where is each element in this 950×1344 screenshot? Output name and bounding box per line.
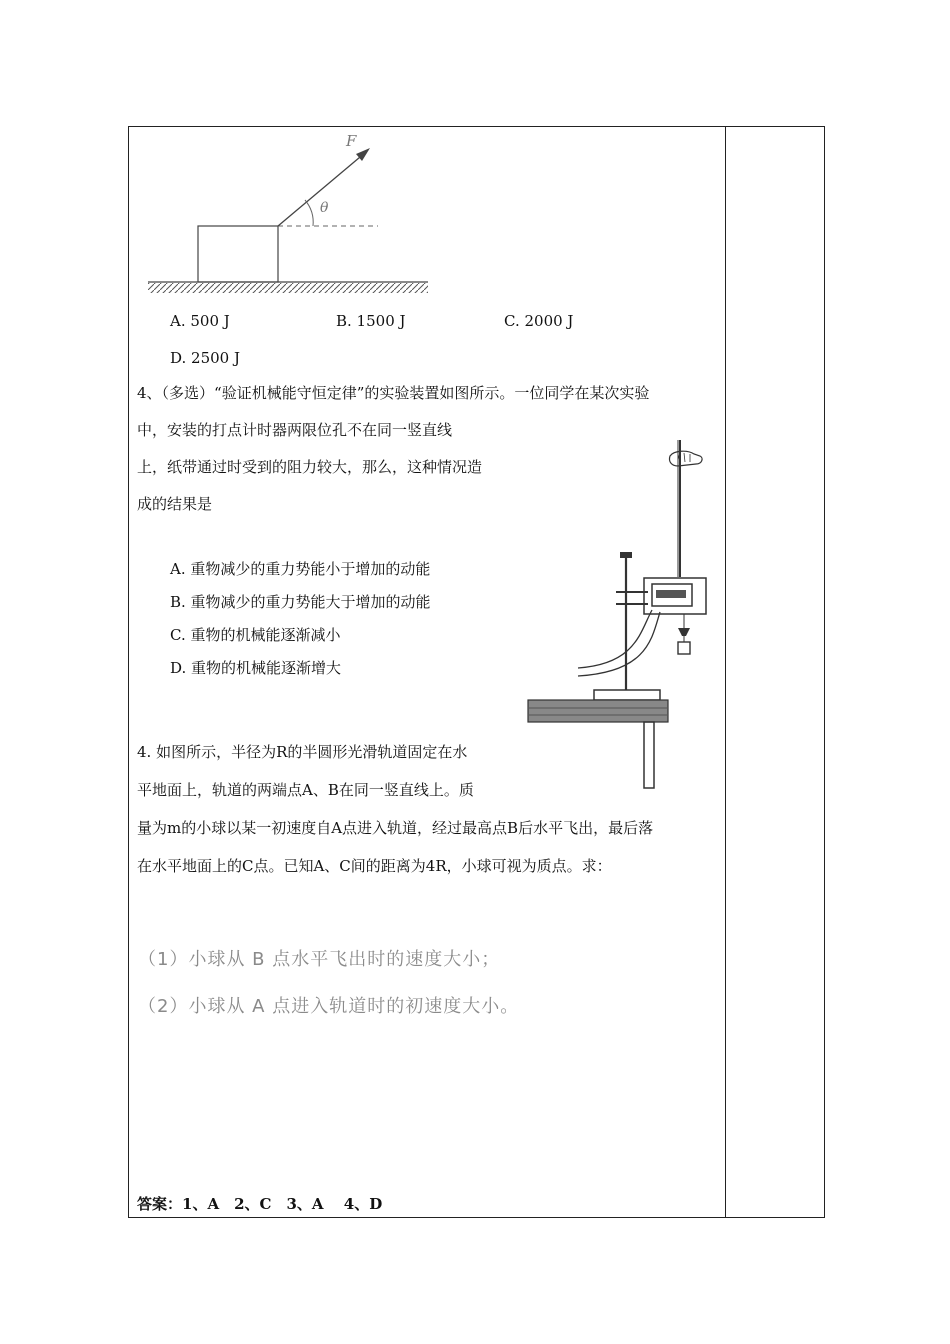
q4a-line2: 中，安装的打点计时器两限位孔不在同一竖直线 xyxy=(137,421,453,439)
q3-option-c: C. 2000 J xyxy=(504,312,574,330)
column-divider xyxy=(725,127,726,1217)
answer-text: 1、A 2、C 3、A 4、D xyxy=(182,1195,383,1213)
table-leg xyxy=(644,722,654,788)
force-label: F xyxy=(346,132,357,150)
q4b-line1: 4. 如图所示，半径为R的半圆形光滑轨道固定在水 xyxy=(137,743,468,761)
q4a-option-d: D. 重物的机械能逐渐增大 xyxy=(170,659,342,677)
q4b-line4: 在水平地面上的C点。已知A、C间的距离为4R，小球可视为质点。求： xyxy=(137,857,612,875)
q4b-line2: 平地面上，轨道的两端点A、B在同一竖直线上。质 xyxy=(137,781,474,799)
q4b-line3: 量为m的小球以某一初速度自A点进入轨道，经过最高点B后水平飞出，最后落 xyxy=(137,819,654,837)
timer-cable-1 xyxy=(578,610,652,668)
diagram-ground-hatch xyxy=(148,283,428,293)
q3-option-b: B. 1500 J xyxy=(336,312,406,330)
q3-option-d: D. 2500 J xyxy=(170,349,240,367)
answer-label: 答案： xyxy=(137,1195,183,1213)
stand-base xyxy=(594,690,660,700)
q4a-line3: 上，纸带通过时受到的阻力较大，那么，这种情况造 xyxy=(137,458,483,476)
diagram-block xyxy=(198,226,278,282)
q3-option-a: A. 500 J xyxy=(170,312,230,330)
q4a-option-b: B. 重物减少的重力势能大于增加的动能 xyxy=(170,593,431,611)
q4b-subquestion-2: （2）小球从 A 点进入轨道时的初速度大小。 xyxy=(138,996,520,1017)
diagram-angle-arc xyxy=(305,200,313,226)
q4a-line1: 4、（多选）“验证机械能守恒定律”的实验装置如图所示。一位同学在某次实验 xyxy=(137,384,650,402)
q4a-option-c: C. 重物的机械能逐渐减小 xyxy=(170,626,341,644)
q4a-option-a: A. 重物减少的重力势能小于增加的动能 xyxy=(170,560,431,578)
force-diagram xyxy=(148,128,438,298)
apparatus-diagram xyxy=(528,432,668,792)
q4b-subquestion-1: （1）小球从 B 点水平飞出时的速度大小； xyxy=(138,949,501,970)
q4a-line4: 成的结果是 xyxy=(137,495,213,513)
table-top xyxy=(528,700,668,722)
answer-key xyxy=(137,1194,382,1214)
angle-label: θ xyxy=(320,200,329,216)
